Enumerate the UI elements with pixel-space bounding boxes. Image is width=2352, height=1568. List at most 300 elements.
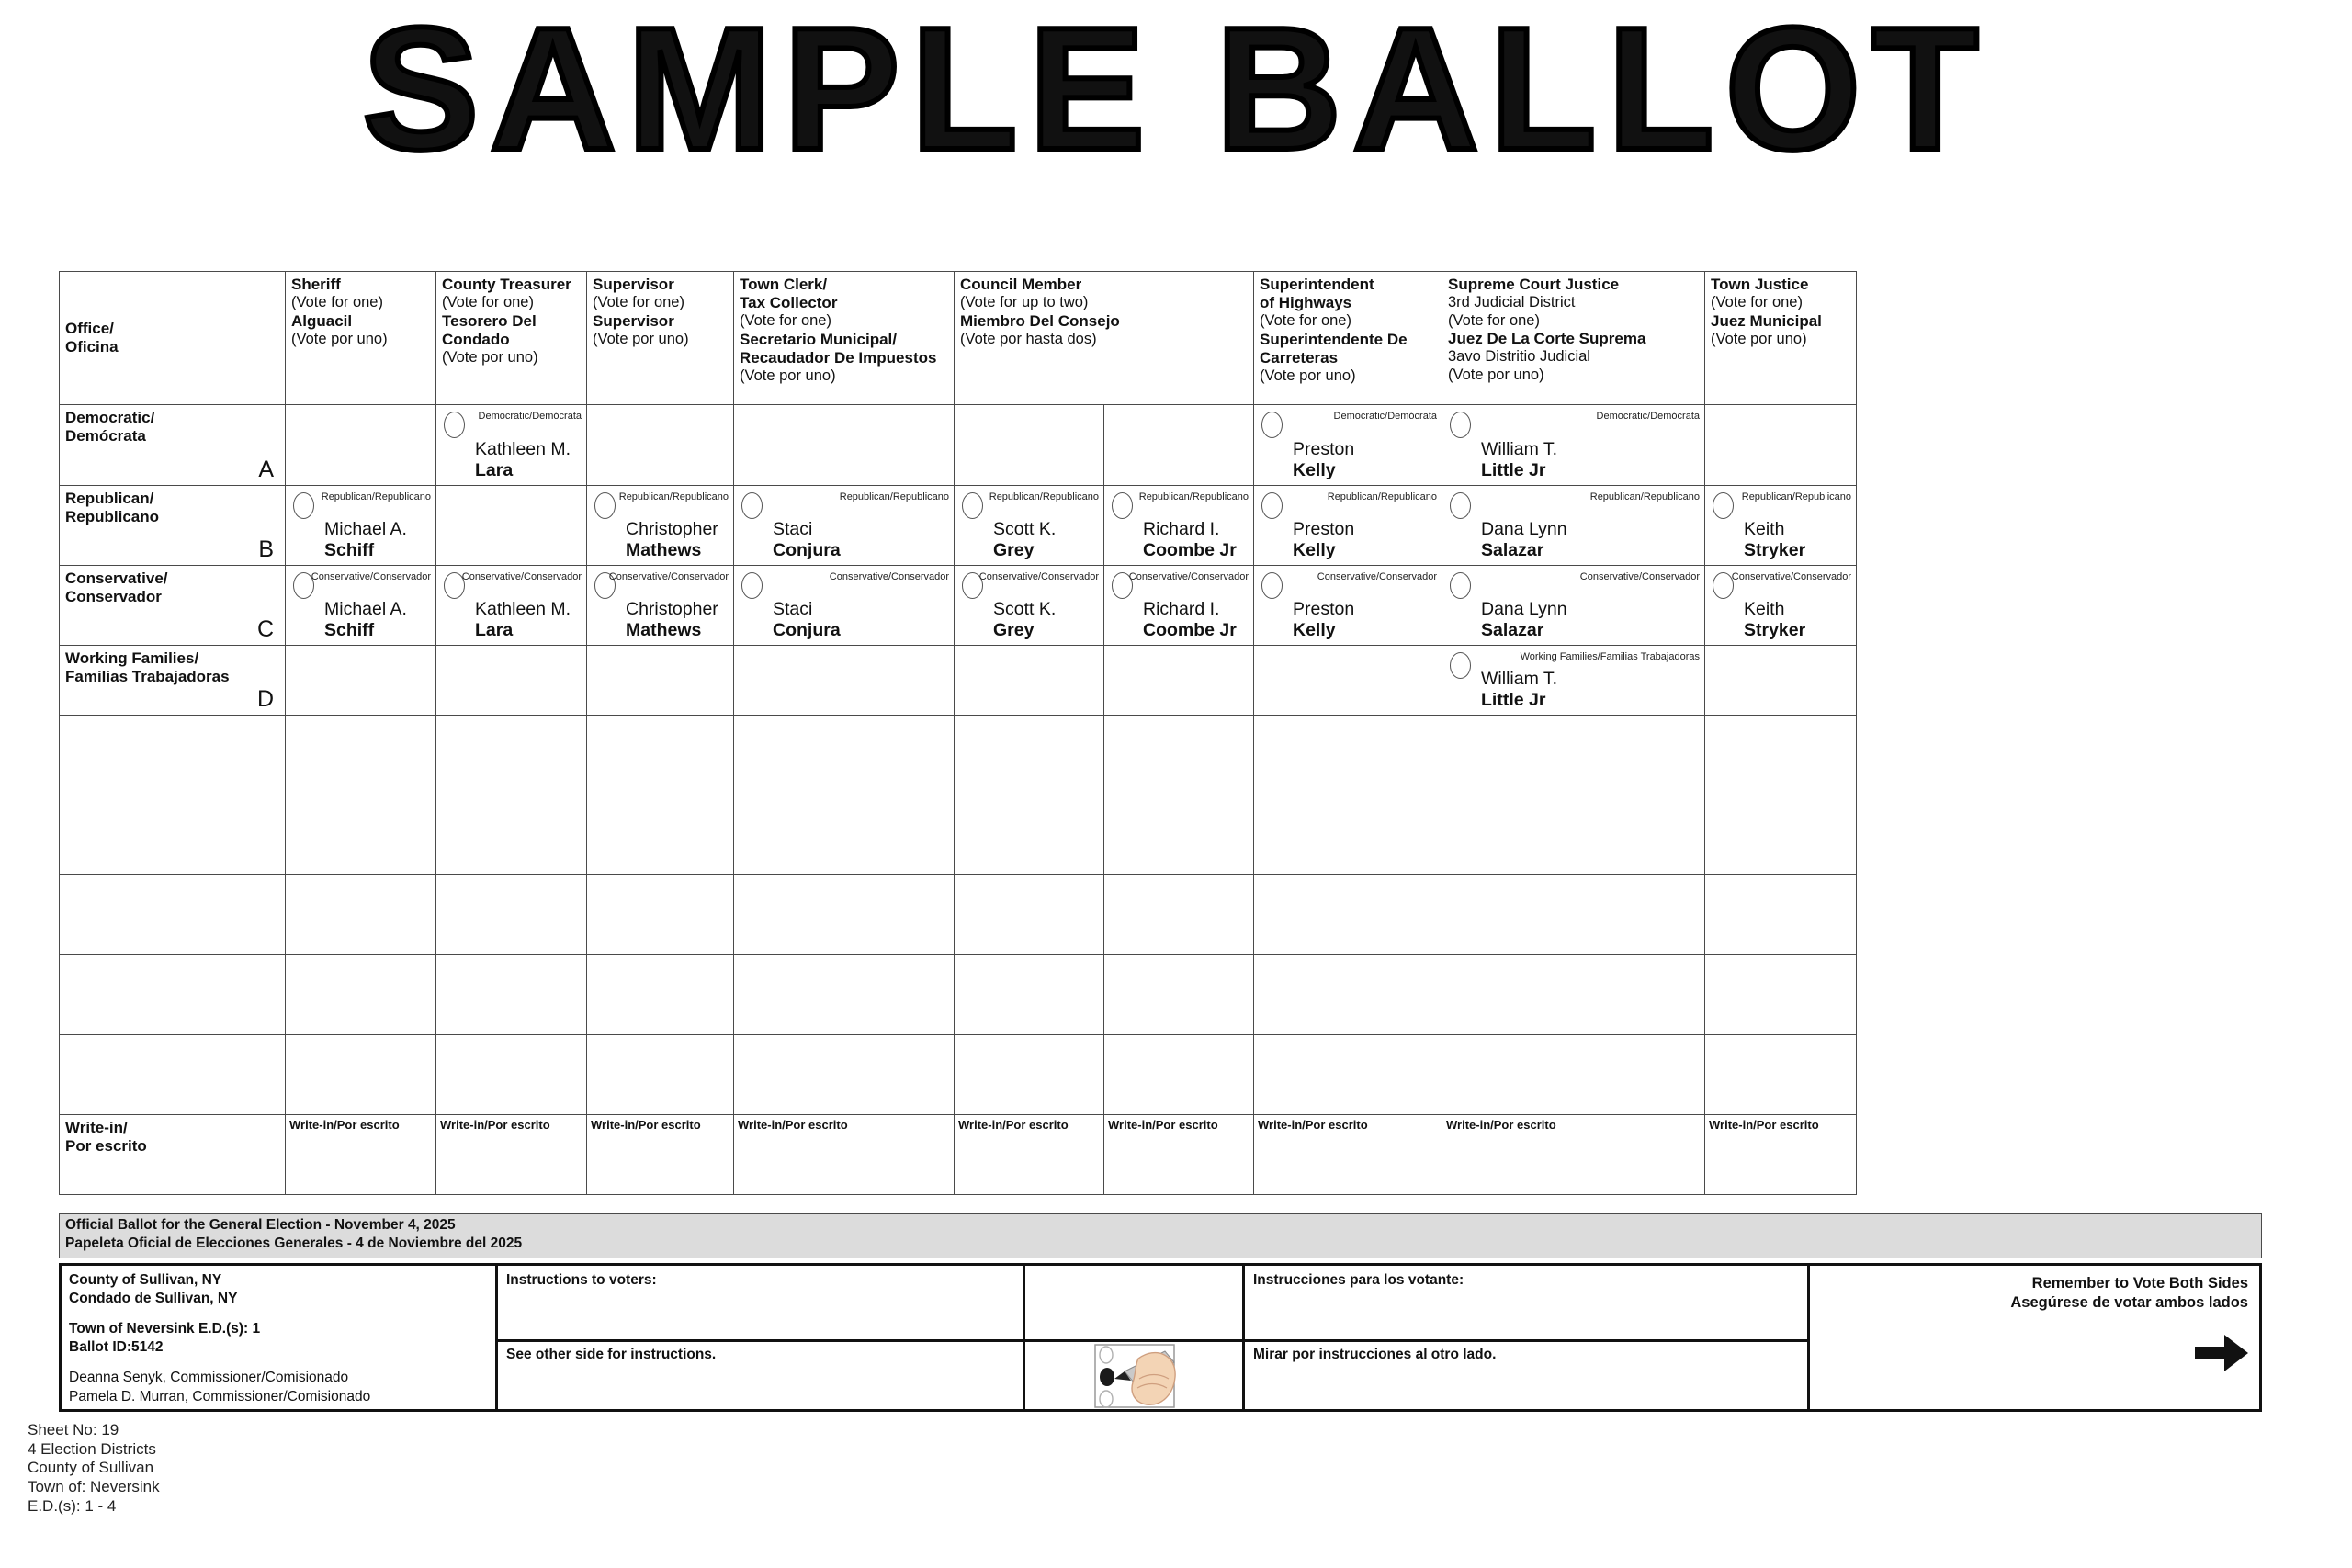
candidate-first-name: Keith [1744,599,1785,620]
candidate-name [1293,519,1354,560]
candidate-last-name: Stryker [1744,539,1806,560]
ballot-bubble[interactable] [594,492,616,519]
write-in-cell-council-member-1[interactable] [955,1115,1104,1195]
empty-cell-council-member-row-a [1104,405,1254,486]
contest-header-line: (Vote for one) [1260,312,1351,330]
empty-cell [734,795,955,875]
write-in-cell-town-justice[interactable] [1705,1115,1857,1195]
ballot-bubble[interactable] [1450,572,1471,599]
candidate-cell-supreme-court-justice-row-d [1442,646,1705,716]
party-tag: Democratic/Demócrata [1333,411,1437,422]
candidate-last-name: Mathews [626,619,702,640]
contest-header-line: (Vote for one) [1448,311,1540,329]
contest-header-superintendent-of-highways [1254,272,1442,405]
official-ballot-line-es: Papeleta Oficial de Elecciones Generales - 4 de Noviembre del 2025 [65,1235,523,1252]
candidate-name [773,519,841,560]
empty-cell [955,716,1104,795]
candidate-last-name: Schiff [324,539,375,560]
empty-row-label [60,955,286,1035]
candidate-name [475,599,571,640]
contest-header-line: Alguacil [291,311,353,330]
contest-header-county-treasurer [436,272,587,405]
write-in-cell-label: Write-in/Por escrito [289,1118,400,1132]
contest-header-line: 3avo Distritio Judicial [1448,348,1590,366]
candidate-cell-council-member-row-c [955,566,1104,646]
write-in-cell-supreme-court-justice[interactable] [1442,1115,1705,1195]
empty-row-label [60,716,286,795]
write-in-label-line: Write-in/ [65,1119,128,1136]
party-tag: Republican/Republicano [989,491,1099,502]
candidate-name [773,599,841,640]
ballot-bubble[interactable] [1450,492,1471,519]
party-tag: Republican/Republicano [321,491,431,502]
commissioner-1: Deanna Senyk, Commissioner/Comisionado [69,1370,349,1386]
empty-cell [1705,955,1857,1035]
contest-header-line: (Vote por uno) [442,348,538,366]
candidate-name [1481,669,1557,710]
contest-header-line: Recaudador De Impuestos [740,348,937,367]
candidate-last-name: Grey [993,619,1035,640]
contest-header-line: (Vote por uno) [593,330,689,347]
row-letter-b: B [258,536,274,562]
contest-header-town-justice [1705,272,1857,405]
ballot-marking-hand-icon [1088,1344,1180,1408]
party-tag: Conservative/Conservador [1128,571,1249,582]
contest-header-line: (Vote for one) [1711,294,1803,311]
write-in-row-label [60,1115,286,1195]
empty-cell [1104,716,1254,795]
candidate-name [1744,599,1805,640]
empty-cell [955,875,1104,955]
candidate-name [626,599,718,640]
write-in-label-line: Por escrito [65,1137,147,1156]
empty-cell [587,1035,734,1115]
candidate-last-name: Lara [475,619,514,640]
candidate-name [1293,599,1354,640]
empty-cell [1705,875,1857,955]
party-row-label-a [60,405,286,486]
party-tag: Conservative/Conservador [1579,571,1700,582]
empty-cell [1705,1035,1857,1115]
party-label-line: Familias Trabajadoras [65,668,230,686]
candidate-first-name: Christopher [626,519,718,540]
contest-header-line: (Vote por uno) [291,330,388,347]
row-letter-a: A [258,456,274,482]
commissioner-lines [69,1369,488,1405]
candidate-last-name: Little Jr [1481,459,1546,480]
candidate-cell-superintendent-of-highways-row-b [1254,486,1442,566]
official-ballot-line-en: Official Ballot for the General Election - November 4, 2025 [65,1217,456,1233]
party-label-line: Conservative/ [65,570,168,587]
party-tag: Republican/Republicano [1327,491,1437,502]
party-tag: Working Families/Familias Trabajadoras [1520,651,1700,662]
candidate-cell-town-justice-row-c [1705,566,1857,646]
page-title: SAMPLE BALLOT [362,0,1990,186]
write-in-cell-supervisor[interactable] [587,1115,734,1195]
sheet-info [28,1421,160,1517]
contest-header-line: Secretario Municipal/ [740,330,897,348]
write-in-cell-council-member-2[interactable] [1104,1115,1254,1195]
party-tag: Republican/Republicano [1138,491,1249,502]
ballot-bubble[interactable] [1261,572,1283,599]
contest-header-supreme-court-justice [1442,272,1705,405]
empty-cell [1442,716,1705,795]
contest-header-town-clerk-tax-collector [734,272,955,405]
candidate-cell-council-member-row-b [955,486,1104,566]
candidate-name [1293,439,1354,480]
candidate-cell-town-clerk-tax-collector-row-c [734,566,955,646]
party-tag: Republican/Republicano [618,491,729,502]
candidate-name [1481,599,1567,640]
candidate-first-name: Scott K. [993,519,1057,540]
empty-cell-town-justice-row-a [1705,405,1857,486]
candidate-last-name: Kelly [1293,539,1336,560]
empty-cell [734,716,955,795]
contest-header-line: (Vote por uno) [1260,367,1356,384]
ed-range: E.D.(s): 1 - 4 [28,1496,117,1515]
candidate-first-name: William T. [1481,439,1558,460]
vote-both-sides-arrow-icon [2195,1333,2248,1373]
mark-instruction-image [1025,1342,1245,1412]
office-header-cell [60,272,286,405]
candidate-cell-sheriff-row-c [286,566,436,646]
empty-cell [587,716,734,795]
instructions-es-body: Mirar por instrucciones al otro lado. [1245,1342,1810,1412]
party-tag: Conservative/Conservador [461,571,582,582]
candidate-last-name: Kelly [1293,619,1336,640]
candidate-cell-supervisor-row-b [587,486,734,566]
contest-header-sheriff [286,272,436,405]
write-in-cell-label: Write-in/Por escrito [1108,1118,1218,1132]
contest-header-supervisor [587,272,734,405]
party-tag: Conservative/Conservador [1317,571,1437,582]
contest-header-line: Carreteras [1260,348,1339,367]
ballot-table [59,271,1857,1195]
contest-header-line: Condado [442,330,510,348]
contest-header-line: Miembro Del Consejo [960,311,1120,330]
contest-header-line: Superintendente De [1260,330,1408,348]
empty-cell [1254,1035,1442,1115]
footer-boxes [59,1263,2262,1412]
party-label-line: Conservador [65,588,162,606]
empty-row-label [60,875,286,955]
candidate-last-name: Conjura [773,539,841,560]
party-tag: Republican/Republicano [1741,491,1851,502]
arrow-wrap [1821,1333,2248,1378]
empty-cell [1104,795,1254,875]
candidate-name [1143,519,1237,560]
instructions-en-header: Instructions to voters: [498,1263,1025,1342]
candidate-name [475,439,571,480]
candidate-first-name: Dana Lynn [1481,519,1567,540]
office-header-line: Office/ [65,319,114,337]
contest-header-council-member [955,272,1254,405]
ballot-bubble[interactable] [1450,412,1471,438]
empty-cell [1254,795,1442,875]
remember-box [1810,1263,2262,1412]
candidate-last-name: Kelly [1293,459,1336,480]
write-in-cell-label: Write-in/Por escrito [591,1118,701,1132]
party-label-line: Republicano [65,508,160,526]
candidate-first-name: Richard I. [1143,519,1220,540]
candidate-name [626,519,718,560]
party-label-line: Democratic/ [65,409,155,426]
candidate-first-name: Michael A. [324,599,407,620]
empty-cell-council-member-row-a [955,405,1104,486]
candidate-name [1481,439,1557,480]
write-in-cell-label: Write-in/Por escrito [1258,1118,1368,1132]
write-in-cell-town-clerk-tax-collector[interactable] [734,1115,955,1195]
contest-header-line: 3rd Judicial District [1448,294,1576,311]
write-in-cell-label: Write-in/Por escrito [738,1118,848,1132]
empty-cell [1254,875,1442,955]
candidate-name [324,599,407,640]
contest-header-line: Supervisor [593,276,674,293]
empty-cell [1442,1035,1705,1115]
empty-cell-town-justice-row-d [1705,646,1857,716]
candidate-first-name: Scott K. [993,599,1057,620]
empty-cell [1254,716,1442,795]
empty-cell-town-clerk-tax-collector-row-a [734,405,955,486]
write-in-cell-county-treasurer[interactable] [436,1115,587,1195]
party-tag: Conservative/Conservador [608,571,729,582]
ballot-bubble[interactable] [962,492,983,519]
empty-cell [1442,795,1705,875]
empty-cell [286,955,436,1035]
write-in-cell-sheriff[interactable] [286,1115,436,1195]
empty-cell [1104,1035,1254,1115]
empty-cell [734,875,955,955]
candidate-last-name: Salazar [1481,539,1544,560]
empty-cell-town-clerk-tax-collector-row-d [734,646,955,716]
party-tag: Conservative/Conservador [829,571,949,582]
contest-header-line: (Vote por uno) [1448,366,1544,383]
party-tag: Democratic/Demócrata [1596,411,1700,422]
county-line-es: Condado de Sullivan, NY [69,1291,238,1307]
candidate-first-name: Richard I. [1143,599,1220,620]
empty-cell [1254,955,1442,1035]
contest-header-line: (Vote por hasta dos) [960,330,1097,347]
candidate-cell-supreme-court-justice-row-b [1442,486,1705,566]
empty-row-label [60,1035,286,1115]
candidate-first-name: Kathleen M. [475,599,571,620]
contest-header-line: (Vote for up to two) [960,294,1089,311]
row-letter-d: D [256,685,274,712]
candidate-cell-county-treasurer-row-a [436,405,587,486]
party-row-label-c [60,566,286,646]
election-districts: 4 Election Districts [28,1439,156,1458]
office-header-line: Oficina [65,338,119,355]
empty-cell [286,875,436,955]
contest-header-line: County Treasurer [442,276,571,293]
write-in-cell-superintendent-of-highways[interactable] [1254,1115,1442,1195]
empty-cell [955,1035,1104,1115]
ballot-bubble[interactable] [741,492,763,519]
empty-cell [286,1035,436,1115]
candidate-last-name: Schiff [324,619,375,640]
contest-header-line: Town Clerk/ [740,276,828,293]
candidate-cell-town-clerk-tax-collector-row-b [734,486,955,566]
contest-header-line: Juez Municipal [1711,311,1822,330]
empty-cell [436,1035,587,1115]
candidate-cell-superintendent-of-highways-row-a [1254,405,1442,486]
write-in-cell-label: Write-in/Por escrito [958,1118,1069,1132]
contest-header-line: (Vote for one) [291,294,383,311]
contest-header-line: Tesorero Del [442,311,537,330]
candidate-first-name: Staci [773,599,813,620]
candidate-first-name: Kathleen M. [475,439,571,460]
town-name: Town of: Neversink [28,1478,160,1496]
instructions-en-body: See other side for instructions. [498,1342,1025,1412]
candidate-last-name: Stryker [1744,619,1806,640]
ballot-bubble[interactable] [741,572,763,599]
candidate-last-name: Lara [475,459,514,480]
row-letter-c: C [256,615,274,642]
contest-header-line: (Vote for one) [593,294,684,311]
ballot-bubble[interactable] [1713,572,1734,599]
empty-cell-sheriff-row-d [286,646,436,716]
town-ballot-lines [69,1320,488,1357]
commissioner-2: Pamela D. Murran, Commissioner/Comisionado [69,1388,371,1404]
empty-cell [734,955,955,1035]
ballot-bubble[interactable] [1261,492,1283,519]
candidate-first-name: Michael A. [324,519,407,540]
empty-cell-superintendent-of-highways-row-d [1254,646,1442,716]
candidate-first-name: Staci [773,519,813,540]
candidate-name [993,519,1056,560]
ballot-bubble[interactable] [1112,492,1133,519]
party-tag: Conservative/Conservador [978,571,1099,582]
candidate-cell-superintendent-of-highways-row-c [1254,566,1442,646]
candidate-name [324,519,407,560]
party-tag: Conservative/Conservador [1731,571,1851,582]
ballot-bubble[interactable] [1261,412,1283,438]
candidate-last-name: Coombe Jr [1143,539,1237,560]
empty-cell [1705,795,1857,875]
empty-cell [587,955,734,1035]
remember-line-es: Asegúrese de votar ambos lados [2010,1294,2248,1312]
candidate-cell-county-treasurer-row-c [436,566,587,646]
candidate-cell-supervisor-row-c [587,566,734,646]
empty-row-label [60,795,286,875]
party-tag: Republican/Republicano [839,491,949,502]
contest-header-line: (Vote for one) [442,294,534,311]
write-in-cell-label: Write-in/Por escrito [1709,1118,1819,1132]
empty-cell-council-member-row-d [1104,646,1254,716]
contest-header-line: Town Justice [1711,276,1809,293]
contest-header-line: (Vote for one) [740,312,831,330]
empty-cell [1442,955,1705,1035]
ballot-bubble[interactable] [1450,652,1471,679]
candidate-name [993,599,1056,640]
party-row-label-d [60,646,286,716]
blank-cell [1025,1263,1245,1342]
candidate-last-name: Coombe Jr [1143,619,1237,640]
county-lines [69,1271,488,1308]
ballot-bubble[interactable] [293,492,314,519]
remember-line-en: Remember to Vote Both Sides [2031,1274,2248,1292]
party-label-line: Republican/ [65,490,154,507]
empty-cell [587,795,734,875]
empty-cell-supervisor-row-a [587,405,734,486]
empty-cell [1705,716,1857,795]
contest-header-line: Superintendent [1260,276,1374,293]
ballot-bubble[interactable] [444,412,465,438]
sheet-no: Sheet No: 19 [28,1421,119,1438]
empty-cell [436,795,587,875]
county-info-box [59,1263,498,1412]
empty-cell [587,875,734,955]
empty-cell [734,1035,955,1115]
candidate-last-name: Little Jr [1481,689,1546,710]
candidate-first-name: Preston [1293,599,1355,620]
empty-cell [436,955,587,1035]
empty-cell [1104,875,1254,955]
candidate-first-name: Dana Lynn [1481,599,1567,620]
party-tag: Conservative/Conservador [311,571,431,582]
candidate-cell-supreme-court-justice-row-a [1442,405,1705,486]
candidate-cell-supreme-court-justice-row-c [1442,566,1705,646]
empty-cell-sheriff-row-a [286,405,436,486]
candidate-cell-sheriff-row-b [286,486,436,566]
empty-cell [436,716,587,795]
empty-cell-county-treasurer-row-b [436,486,587,566]
candidate-first-name: Preston [1293,439,1355,460]
candidate-first-name: William T. [1481,669,1558,690]
contest-header-line: of Highways [1260,294,1352,312]
candidate-last-name: Conjura [773,619,841,640]
contest-header-line: (Vote por uno) [740,367,836,384]
empty-cell-council-member-row-d [955,646,1104,716]
party-tag: Democratic/Demócrata [478,411,582,422]
town-ed-line: Town of Neversink E.D.(s): 1 [69,1321,261,1337]
candidate-name [1481,519,1567,560]
ballot-bubble[interactable] [1713,492,1734,519]
empty-cell [436,875,587,955]
official-ballot-bar [59,1213,2262,1258]
candidate-first-name: Preston [1293,519,1355,540]
instructions-es-header: Instrucciones para los votante: [1245,1263,1810,1342]
party-tag: Republican/Republicano [1589,491,1700,502]
candidate-name [1143,599,1237,640]
county-line-en: County of Sullivan, NY [69,1271,222,1288]
candidate-first-name: Keith [1744,519,1785,540]
candidate-last-name: Salazar [1481,619,1544,640]
contest-header-line: (Vote por uno) [1711,330,1807,347]
candidate-cell-town-justice-row-b [1705,486,1857,566]
ballot-footer-section [59,1213,2262,1412]
empty-cell [1104,955,1254,1035]
candidate-cell-council-member-row-c [1104,566,1254,646]
candidate-last-name: Mathews [626,539,702,560]
party-label-line: Working Families/ [65,649,199,667]
empty-cell [955,795,1104,875]
contest-header-line: Sheriff [291,276,341,293]
write-in-cell-label: Write-in/Por escrito [1446,1118,1556,1132]
empty-cell [286,716,436,795]
candidate-name [1744,519,1805,560]
party-label-line: Demócrata [65,427,146,446]
contest-header-line: Council Member [960,276,1082,293]
contest-header-line: Tax Collector [740,294,838,312]
candidate-last-name: Grey [993,539,1035,560]
empty-cell-county-treasurer-row-d [436,646,587,716]
candidate-cell-council-member-row-b [1104,486,1254,566]
empty-cell-supervisor-row-d [587,646,734,716]
contest-header-line: Supreme Court Justice [1448,276,1620,293]
empty-cell [286,795,436,875]
empty-cell [955,955,1104,1035]
